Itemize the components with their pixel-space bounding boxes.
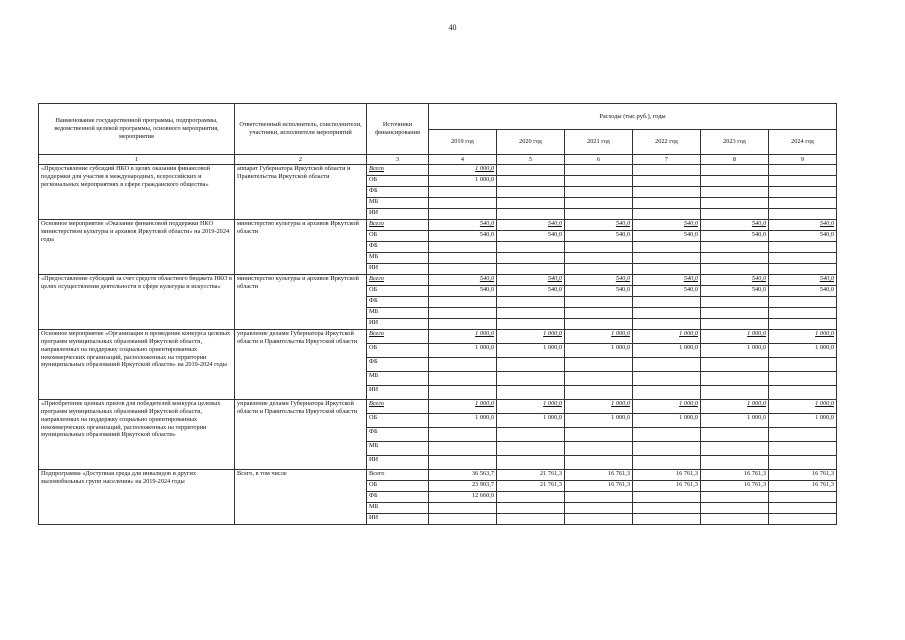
header-executor: Ответственный исполнитель, соисполнители, участники, исполнители мероприятий	[235, 104, 367, 155]
row-value: 1 000,0	[701, 400, 769, 414]
row-value: 540,0	[701, 275, 769, 286]
row-value: 1 000,0	[701, 414, 769, 428]
row-value	[565, 176, 633, 187]
row-value	[769, 386, 837, 400]
row-value: 540,0	[565, 231, 633, 242]
row-value	[769, 358, 837, 372]
row-value: 1 000,0	[497, 400, 565, 414]
row-value	[769, 503, 837, 514]
row-source: Всего	[367, 330, 429, 344]
row-value: 1 000,0	[769, 330, 837, 344]
row-value	[565, 165, 633, 176]
row-executor: министерство культуры и архивов Иркутской области	[235, 220, 367, 275]
header-colnum: 6	[565, 155, 633, 165]
row-source: МБ	[367, 372, 429, 386]
row-value	[769, 198, 837, 209]
row-value: 540,0	[429, 231, 497, 242]
row-value	[429, 198, 497, 209]
row-value	[701, 308, 769, 319]
row-value	[701, 242, 769, 253]
row-value: 1 000,0	[565, 344, 633, 358]
row-source: ИИ	[367, 456, 429, 470]
row-value	[633, 358, 701, 372]
row-value: 540,0	[429, 286, 497, 297]
row-value: 1 000,0	[565, 414, 633, 428]
row-value: 1 000,0	[497, 330, 565, 344]
row-value	[701, 514, 769, 525]
row-source: МБ	[367, 198, 429, 209]
row-value	[565, 492, 633, 503]
row-value	[497, 209, 565, 220]
row-value: 540,0	[429, 220, 497, 231]
row-value: 540,0	[497, 220, 565, 231]
row-value: 540,0	[633, 231, 701, 242]
row-value: 540,0	[497, 275, 565, 286]
row-value: 1 000,0	[497, 414, 565, 428]
header-year: 2022 год	[633, 130, 701, 155]
row-value	[633, 209, 701, 220]
row-value	[633, 456, 701, 470]
row-value	[633, 514, 701, 525]
row-value	[633, 372, 701, 386]
row-value: 16 761,3	[701, 470, 769, 481]
header-colnum: 7	[633, 155, 701, 165]
row-value	[633, 242, 701, 253]
row-value	[769, 308, 837, 319]
row-value	[565, 456, 633, 470]
row-value	[769, 428, 837, 442]
row-value	[701, 176, 769, 187]
row-source: МБ	[367, 308, 429, 319]
row-value	[633, 442, 701, 456]
row-value	[633, 264, 701, 275]
row-value: 1 000,0	[701, 330, 769, 344]
row-value	[633, 319, 701, 330]
row-source: ОБ	[367, 176, 429, 187]
row-value: 16 761,3	[633, 481, 701, 492]
row-value	[769, 187, 837, 198]
row-value: 16 761,3	[769, 481, 837, 492]
row-value	[701, 264, 769, 275]
row-value	[429, 209, 497, 220]
row-source: ФБ	[367, 187, 429, 198]
header-year: 2019 год	[429, 130, 497, 155]
row-source: ОБ	[367, 286, 429, 297]
row-value: 1 000,0	[769, 414, 837, 428]
header-colnum: 8	[701, 155, 769, 165]
header-colnum: 1	[39, 155, 235, 165]
row-value: 1 000,0	[633, 400, 701, 414]
row-value: 23 903,7	[429, 481, 497, 492]
row-value	[565, 198, 633, 209]
row-value	[497, 264, 565, 275]
row-source: ФБ	[367, 492, 429, 503]
row-value: 36 563,7	[429, 470, 497, 481]
header-year: 2024 год	[769, 130, 837, 155]
row-value: 1 000,0	[633, 414, 701, 428]
row-value	[565, 242, 633, 253]
row-value: 540,0	[633, 275, 701, 286]
row-value: 540,0	[497, 286, 565, 297]
row-value	[769, 319, 837, 330]
row-value	[429, 514, 497, 525]
row-name: «Приобретение ценных призов для победителей конкурса целевых программ муниципальных образований Иркутской области, направленных на поддержку социально ориентированных некоммерческих организаций, расположенных на территории муниципальных образований Иркутской области»	[39, 400, 235, 470]
row-value	[633, 176, 701, 187]
row-value	[769, 456, 837, 470]
row-value: 540,0	[701, 286, 769, 297]
row-executor: Всего, в том числе	[235, 470, 367, 525]
row-value	[633, 187, 701, 198]
table-row	[39, 470, 837, 481]
row-value	[769, 514, 837, 525]
row-value	[497, 308, 565, 319]
row-value	[701, 187, 769, 198]
row-source: Всего	[367, 470, 429, 481]
header-colnum: 4	[429, 155, 497, 165]
row-value	[565, 253, 633, 264]
row-value: 1 000,0	[429, 400, 497, 414]
row-source: ФБ	[367, 358, 429, 372]
row-value	[497, 358, 565, 372]
row-value	[565, 209, 633, 220]
row-value	[565, 297, 633, 308]
header-colnum: 9	[769, 155, 837, 165]
row-value	[429, 372, 497, 386]
row-value	[497, 242, 565, 253]
row-value	[769, 176, 837, 187]
row-value	[769, 297, 837, 308]
row-name: Основное мероприятие «Организация и проведение конкурса целевых программ муниципальных образований Иркутской области, направленных на поддержку социально ориентированных некоммерческих организаций, расположенных на территории муниципальных образований Иркутской области» на 2019-2024 годы	[39, 330, 235, 400]
header-year: 2020 год	[497, 130, 565, 155]
row-source: ФБ	[367, 428, 429, 442]
row-value: 1 000,0	[565, 400, 633, 414]
header-source: Источники финансирования	[367, 104, 429, 155]
row-value	[701, 297, 769, 308]
row-value: 1 000,0	[769, 400, 837, 414]
row-value: 1 000,0	[429, 176, 497, 187]
financing-table	[38, 103, 837, 525]
row-value: 540,0	[633, 286, 701, 297]
row-source: ОБ	[367, 231, 429, 242]
row-name: «Предоставление субсидий НКО в целях оказания финансовой поддержки для участия в международных, всероссийских и региональных мероприятиях в сфере гражданского общества»	[39, 165, 235, 220]
row-value	[429, 442, 497, 456]
table-row	[39, 400, 837, 414]
row-source: ОБ	[367, 481, 429, 492]
row-source: ИИ	[367, 386, 429, 400]
row-value	[701, 358, 769, 372]
row-source: ФБ	[367, 297, 429, 308]
row-value	[565, 264, 633, 275]
row-executor: министерство культуры и архивов Иркутской области	[235, 275, 367, 330]
row-value	[565, 442, 633, 456]
row-value	[497, 492, 565, 503]
row-value	[701, 209, 769, 220]
row-value: 540,0	[769, 220, 837, 231]
row-value	[497, 372, 565, 386]
row-value: 540,0	[769, 286, 837, 297]
row-value: 1 000,0	[633, 330, 701, 344]
row-value: 540,0	[565, 286, 633, 297]
row-value	[633, 198, 701, 209]
row-value: 21 761,3	[497, 481, 565, 492]
row-source: ИИ	[367, 319, 429, 330]
row-value	[429, 358, 497, 372]
header-colnum: 5	[497, 155, 565, 165]
row-value	[769, 242, 837, 253]
row-value	[497, 187, 565, 198]
row-value	[701, 372, 769, 386]
row-name: Основное мероприятие «Оказание финансовой поддержки НКО министерством культуры и архивов Иркутской области» на 2019-2024 годы	[39, 220, 235, 275]
row-value: 540,0	[497, 231, 565, 242]
row-value	[633, 428, 701, 442]
row-value: 16 761,3	[633, 470, 701, 481]
table-row	[39, 275, 837, 286]
row-value	[769, 264, 837, 275]
row-value	[497, 176, 565, 187]
row-source: МБ	[367, 442, 429, 456]
row-value	[429, 503, 497, 514]
row-source: МБ	[367, 503, 429, 514]
row-executor: аппарат Губернатора Иркутской области и Правительства Иркутской области	[235, 165, 367, 220]
row-value	[497, 514, 565, 525]
row-value: 540,0	[565, 275, 633, 286]
row-value	[565, 308, 633, 319]
row-value	[565, 386, 633, 400]
header-expenses: Расходы (тыс.руб.), годы	[429, 104, 837, 130]
row-value	[429, 428, 497, 442]
row-value	[497, 253, 565, 264]
table-row	[39, 220, 837, 231]
row-value	[497, 297, 565, 308]
row-value	[769, 253, 837, 264]
row-value	[633, 308, 701, 319]
row-value	[701, 165, 769, 176]
row-source: Всего	[367, 165, 429, 176]
row-value	[633, 492, 701, 503]
row-source: Всего	[367, 220, 429, 231]
row-value	[429, 308, 497, 319]
row-executor: управление делами Губернатора Иркутской области и Правительства Иркутской области	[235, 330, 367, 400]
row-value	[497, 503, 565, 514]
row-value: 16 761,3	[565, 470, 633, 481]
row-value	[701, 503, 769, 514]
row-value	[565, 514, 633, 525]
row-value	[565, 372, 633, 386]
row-value	[429, 253, 497, 264]
row-value	[565, 358, 633, 372]
header-year: 2021 год	[565, 130, 633, 155]
row-value: 1 000,0	[565, 330, 633, 344]
row-value: 1 000,0	[769, 344, 837, 358]
row-value	[497, 386, 565, 400]
row-value	[633, 253, 701, 264]
header-colnum: 3	[367, 155, 429, 165]
row-value: 16 761,3	[701, 481, 769, 492]
row-value	[701, 386, 769, 400]
row-value: 1 000,0	[701, 344, 769, 358]
row-value	[497, 442, 565, 456]
row-value	[769, 372, 837, 386]
row-value: 21 761,3	[497, 470, 565, 481]
row-value	[497, 319, 565, 330]
row-value	[565, 428, 633, 442]
page-number: 40	[448, 23, 457, 32]
row-value: 16 761,3	[769, 470, 837, 481]
row-value: 1 000,0	[429, 165, 497, 176]
row-value	[633, 165, 701, 176]
row-value: 1 000,0	[429, 330, 497, 344]
row-value	[565, 503, 633, 514]
row-value	[565, 319, 633, 330]
row-value	[633, 297, 701, 308]
row-value	[633, 503, 701, 514]
row-value: 16 761,3	[565, 481, 633, 492]
row-value	[497, 428, 565, 442]
row-value	[429, 264, 497, 275]
row-source: ИИ	[367, 264, 429, 275]
row-value	[429, 297, 497, 308]
row-value: 12 660,0	[429, 492, 497, 503]
row-value	[429, 456, 497, 470]
table-row	[39, 330, 837, 344]
row-executor: управление делами Губернатора Иркутской области и Правительства Иркутской области	[235, 400, 367, 470]
row-value	[701, 253, 769, 264]
row-value: 540,0	[701, 231, 769, 242]
row-value	[701, 198, 769, 209]
row-value	[769, 165, 837, 176]
row-value: 540,0	[633, 220, 701, 231]
row-value	[701, 492, 769, 503]
header-year: 2023 год	[701, 130, 769, 155]
row-value	[633, 386, 701, 400]
row-source: ОБ	[367, 414, 429, 428]
row-value	[701, 319, 769, 330]
row-source: ИИ	[367, 514, 429, 525]
row-value	[565, 187, 633, 198]
row-value	[497, 165, 565, 176]
row-value	[429, 242, 497, 253]
row-value	[429, 386, 497, 400]
table-body	[39, 165, 837, 525]
row-value	[497, 456, 565, 470]
row-value	[701, 456, 769, 470]
row-source: МБ	[367, 253, 429, 264]
row-name: «Предоставление субсидий за счет средств областного бюджета НКО в целях осуществления деятельности в сфере культуры и искусства»	[39, 275, 235, 330]
row-source: Всего	[367, 400, 429, 414]
row-source: ИИ	[367, 209, 429, 220]
table-row	[39, 165, 837, 176]
row-value: 1 000,0	[497, 344, 565, 358]
row-source: ОБ	[367, 344, 429, 358]
row-value	[769, 209, 837, 220]
row-value: 540,0	[701, 220, 769, 231]
header-name: Наименование государственной программы, подпрограммы, ведомственной целевой программы, основного мероприятия, мероприятия	[39, 104, 235, 155]
row-value	[769, 492, 837, 503]
row-source: Всего	[367, 275, 429, 286]
row-value: 1 000,0	[429, 344, 497, 358]
row-value	[769, 442, 837, 456]
row-value: 1 000,0	[429, 414, 497, 428]
row-value: 540,0	[429, 275, 497, 286]
row-value: 540,0	[769, 231, 837, 242]
row-value: 540,0	[769, 275, 837, 286]
row-value	[497, 198, 565, 209]
row-value	[429, 187, 497, 198]
row-source: ФБ	[367, 242, 429, 253]
row-value: 1 000,0	[633, 344, 701, 358]
row-value: 540,0	[565, 220, 633, 231]
row-value	[701, 428, 769, 442]
row-value	[429, 319, 497, 330]
header-colnum: 2	[235, 155, 367, 165]
row-value	[701, 442, 769, 456]
row-name: Подпрограмма «Доступная среда для инвалидов и других маломобильных групп населения» на 2019-2024 годы	[39, 470, 235, 525]
